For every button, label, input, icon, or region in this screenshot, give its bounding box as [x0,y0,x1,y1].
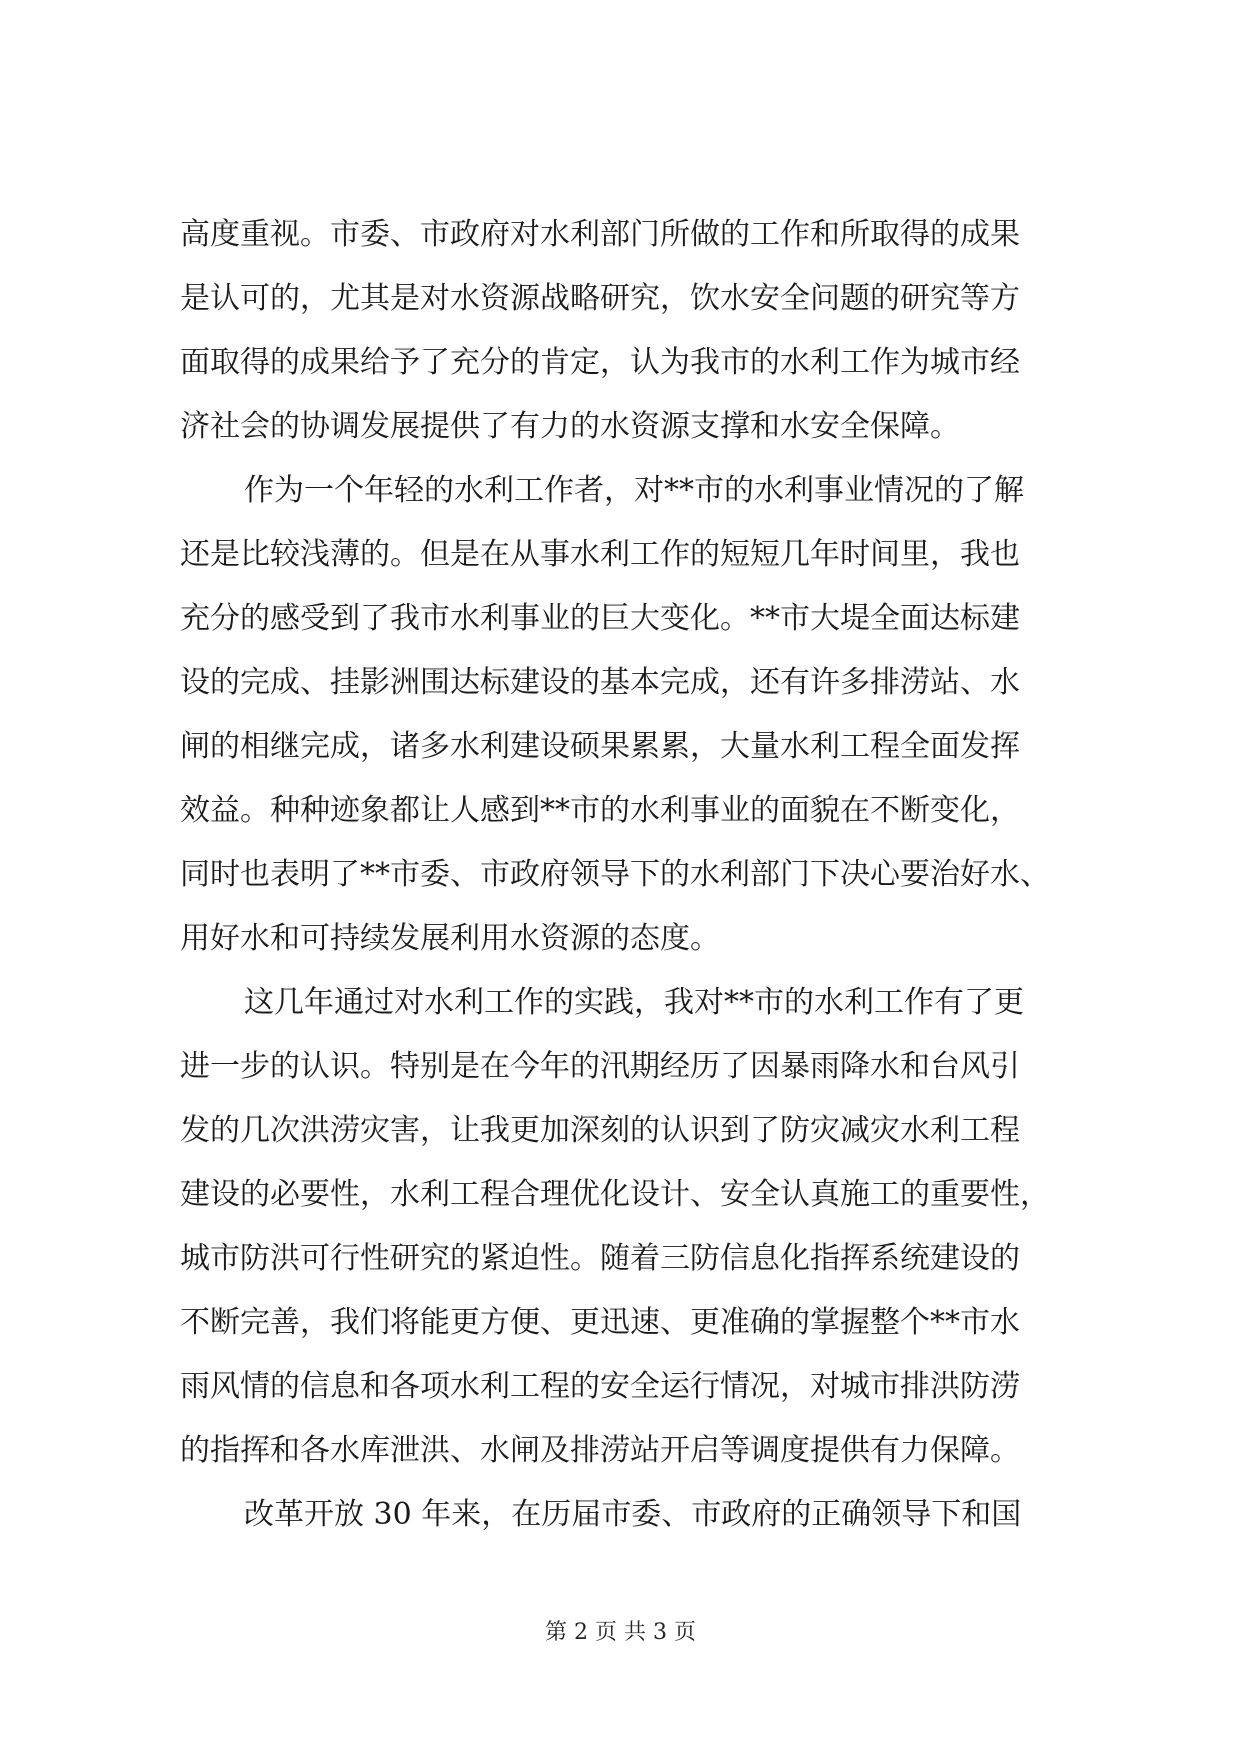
text-line: 建设的必要性，水利工程合理优化设计、安全认真施工的重要性， [180,1177,1050,1212]
text-line: 还是比较浅薄的。但是在从事水利工作的短短几年时间里，我也 [180,537,1020,572]
paragraph-first-line: 改革开放 30 年来，在历届市委、市政府的正确领导下和国 [244,1497,1022,1532]
text-line: 的指挥和各水库泄洪、水闸及排涝站开启等调度提供有力保障。 [180,1433,1020,1468]
text-line: 雨风情的信息和各项水利工程的安全运行情况，对城市排洪防涝 [180,1369,1020,1404]
text-line: 充分的感受到了我市水利事业的巨大变化。**市大堤全面达标建 [180,601,1020,636]
text-line: 设的完成、挂影洲围达标建设的基本完成，还有许多排涝站、水 [180,665,1020,700]
paragraph-first-line: 这几年通过对水利工作的实践，我对**市的水利工作有了更 [244,985,1024,1020]
text-line: 城市防洪可行性研究的紧迫性。随着三防信息化指挥系统建设的 [180,1241,1020,1276]
document-body [180,203,1070,1547]
text-line: 济社会的协调发展提供了有力的水资源支撑和水安全保障。 [180,409,960,444]
page-number-footer: 第 2 页 共 3 页 [545,1620,696,1645]
paragraph-first-line: 作为一个年轻的水利工作者，对**市的水利事业情况的了解 [244,473,1024,508]
text-line: 闸的相继完成，诸多水利建设硕果累累，大量水利工程全面发挥 [180,729,1020,764]
text-line: 不断完善，我们将能更方便、更迅速、更准确的掌握整个**市水 [180,1305,1020,1340]
text-line: 同时也表明了**市委、市政府领导下的水利部门下决心要治好水、 [180,857,1050,892]
text-line: 进一步的认识。特别是在今年的汛期经历了因暴雨降水和台风引 [180,1049,1020,1084]
text-line: 用好水和可持续发展利用水资源的态度。 [180,921,720,956]
text-line: 效益。种种迹象都让人感到**市的水利事业的面貌在不断变化， [180,793,1020,828]
text-line: 高度重视。市委、市政府对水利部门所做的工作和所取得的成果 [180,217,1020,252]
text-line: 发的几次洪涝灾害，让我更加深刻的认识到了防灾减灾水利工程 [180,1113,1020,1148]
text-line: 是认可的，尤其是对水资源战略研究，饮水安全问题的研究等方 [180,281,1020,316]
text-line: 面取得的成果给予了充分的肯定，认为我市的水利工作为城市经 [180,345,1020,380]
